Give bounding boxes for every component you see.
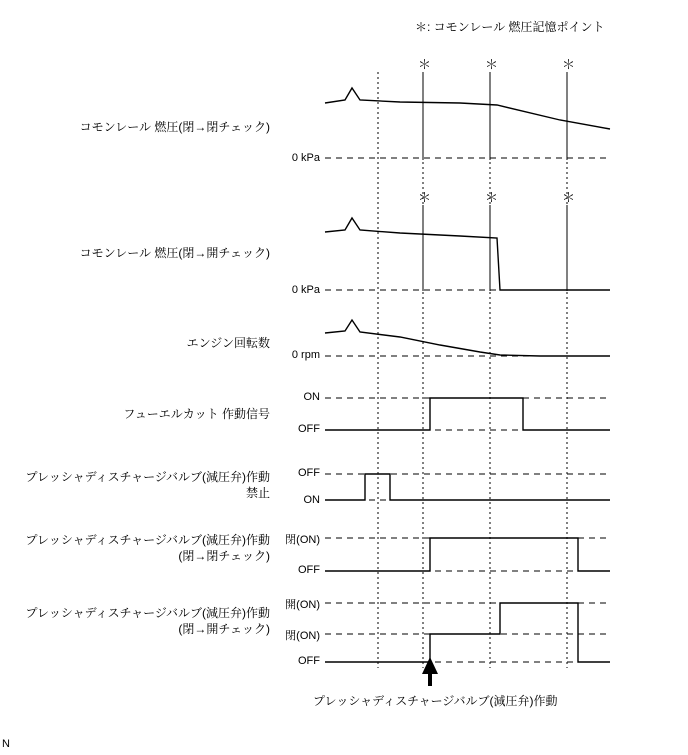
axis-label-off-row4: OFF [298,423,320,435]
row-label-pdv-operation-closed-open: プレッシャディスチャージバルブ(減圧弁)作動(閉→開チェック) [25,606,270,636]
star-mark-top-1: ＊ [418,57,432,72]
bottom-caption: プレッシャディスチャージバルブ(減圧弁)作動 [313,694,558,708]
row-label-common-rail-pressure-closed-open: コモンレール 燃圧(閉→開チェック) [79,246,270,260]
axis-label-on-row5: ON [303,494,320,506]
star-mark-second-3: ＊ [562,190,576,205]
corner-mark: N [2,738,10,750]
star-mark-top-3: ＊ [562,57,576,72]
timing-gridlines [378,72,567,668]
axis-label-off-row5: OFF [298,467,320,479]
star-mark-top-2: ＊ [485,57,499,72]
axis-label-off-row6: OFF [298,564,320,576]
axis-label-0kpa-row1: 0 kPa [291,152,320,164]
row-label-common-rail-pressure-closed-closed: コモンレール 燃圧(閉→閉チェック) [79,120,270,134]
axis-label-off-row7: OFF [298,655,320,667]
waveform-traces [325,88,610,662]
axis-label-0rpm-row3: 0 rpm [291,349,320,361]
star-mark-second-1: ＊ [418,190,432,205]
row-label-fuel-cut-signal: フューエルカット 作動信号 [123,407,270,421]
axis-label-on-row4: ON [303,391,320,403]
row-label-engine-speed: エンジン回転数 [186,336,270,350]
axis-label-open-on-row7: 開(ON) [285,599,320,611]
axis-label-closed-on-row6: 閉(ON) [285,534,320,546]
star-mark-second-2: ＊ [485,190,499,205]
star-tick-lines-second [423,205,567,291]
axis-label-closed-on-row7: 閉(ON) [285,630,320,642]
legend-text: ＊: コモンレール 燃圧記憶ポイント [415,20,605,34]
row-label-pdv-operation-closed-closed: プレッシャディスチャージバルブ(減圧弁)作動(閉→閉チェック) [25,533,270,563]
row-label-pdv-inhibit: プレッシャディスチャージバルブ(減圧弁)作動禁止 [25,470,270,500]
axis-label-0kpa-row2: 0 kPa [291,284,320,296]
